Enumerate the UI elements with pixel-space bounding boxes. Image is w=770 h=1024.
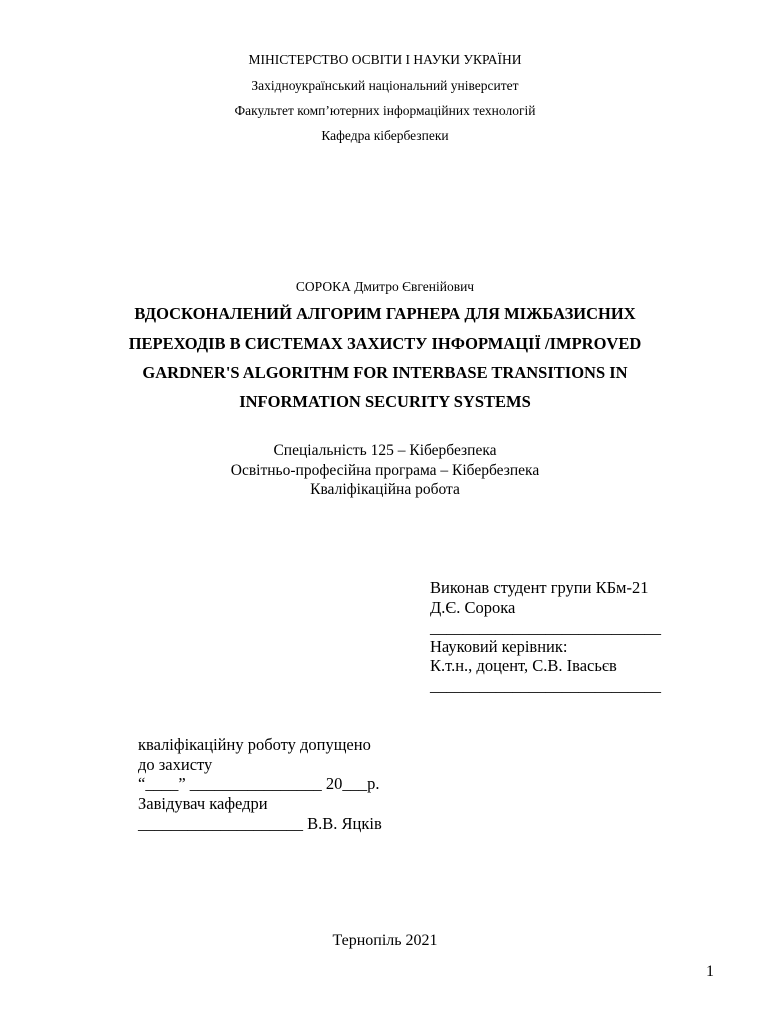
city-year: Тернопіль 2021 — [332, 932, 438, 949]
head-of-department-label: Завідувач кафедри — [138, 794, 268, 813]
work-type: Кваліфікаційна робота — [310, 481, 460, 498]
edu-program: Освітньо-професійна програма – Кібербезпека — [230, 462, 540, 479]
title-line: GARDNER'S ALGORITHM FOR INTERBASE TRANSITIONS IN — [142, 363, 628, 382]
title-line: ПЕРЕХОДІВ В СИСТЕМАХ ЗАХИСТУ ІНФОРМАЦІЇ /IMPROVED — [128, 334, 642, 353]
page-number: 1 — [706, 963, 714, 980]
title-line: ВДОСКОНАЛЕНИЙ АЛГОРИМ ГАРНЕРА ДЛЯ МІЖБАЗИСНИХ — [134, 304, 636, 323]
ministry-heading: МІНІСТЕРСТВО ОСВІТИ І НАУКИ УКРАЇНИ — [248, 52, 522, 67]
admission-text: кваліфікаційну роботу допущено — [138, 735, 371, 754]
title-line: INFORMATION SECURITY SYSTEMS — [239, 392, 531, 411]
specialty: Спеціальність 125 – Кібербезпека — [273, 442, 497, 459]
supervisor-name: К.т.н., доцент, С.В. Івасьєв — [430, 656, 617, 675]
admission-date-line: “____” ________________ 20___р. — [138, 774, 380, 793]
department-name: Кафедра кібербезпеки — [321, 128, 449, 143]
head-of-department-signature: ____________________ В.В. Яцків — [138, 814, 382, 833]
supervisor-label: Науковий керівник: — [430, 637, 568, 656]
performed-by-label: Виконав студент групи КБм-21 — [430, 578, 649, 597]
author-name: СОРОКА Дмитро Євгенійович — [295, 279, 475, 294]
faculty-name: Факультет комп’ютерних інформаційних технологій — [234, 103, 536, 118]
university-name: Західноукраїнський національний університет — [251, 78, 519, 93]
admission-text: до захисту — [138, 755, 213, 774]
supervisor-signature-line: ____________________________ — [430, 676, 661, 695]
student-signature-line: ____________________________ — [430, 618, 661, 637]
student-name: Д.Є. Сорока — [430, 598, 516, 617]
